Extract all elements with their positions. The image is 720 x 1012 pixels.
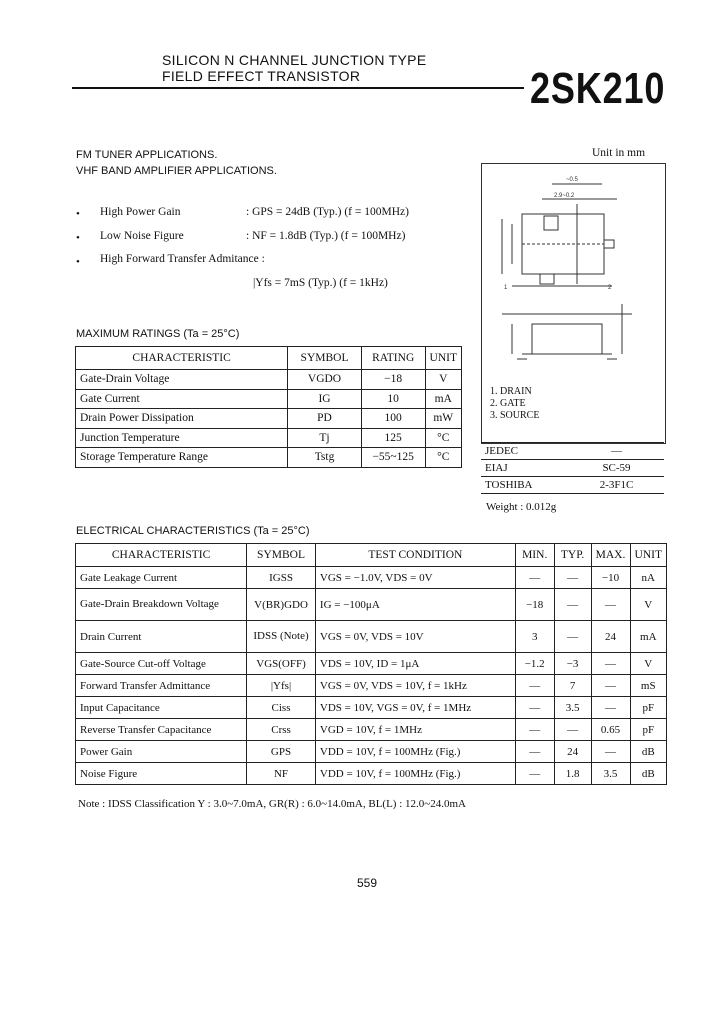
title-line-1: SILICON N CHANNEL JUNCTION TYPE	[162, 52, 427, 68]
cell-min: ―	[515, 741, 554, 763]
cell-symbol: V(BR)GDO	[247, 589, 316, 621]
cell-symbol: VGS(OFF)	[247, 653, 316, 675]
feature-value: : NF = 1.8dB (Typ.) (f = 100MHz)	[246, 230, 406, 242]
column-header: MIN.	[515, 544, 554, 567]
title-line-2: FIELD EFFECT TRANSISTOR	[162, 68, 361, 84]
cell-unit: dB	[630, 763, 666, 785]
cell-unit: mA	[425, 389, 461, 409]
cell-unit: °C	[425, 448, 461, 468]
cell-symbol: Tj	[288, 428, 362, 448]
cell-condition: VDD = 10V, f = 100MHz (Fig.)	[315, 763, 515, 785]
package-label: JEDEC	[481, 443, 569, 460]
package-weight: Weight : 0.012g	[486, 501, 557, 513]
column-header: SYMBOL	[288, 347, 362, 370]
cell-max: −10	[591, 567, 630, 589]
table-row	[76, 719, 667, 741]
column-header: CHARACTERISTIC	[76, 544, 247, 567]
cell-characteristic: Drain Current	[76, 621, 247, 653]
dimension-label: 2.9~0.2	[554, 193, 575, 199]
column-header: UNIT	[630, 544, 666, 567]
table-row	[76, 741, 667, 763]
cell-min: ―	[515, 719, 554, 741]
cell-max: ―	[591, 741, 630, 763]
cell-typ: 1.8	[554, 763, 591, 785]
cell-max: ―	[591, 653, 630, 675]
bullet-icon: •	[76, 208, 80, 220]
electrical-table	[75, 543, 667, 785]
column-header: SYMBOL	[247, 544, 316, 567]
cell-max: 3.5	[591, 763, 630, 785]
cell-symbol: PD	[288, 409, 362, 429]
cell-symbol: GPS	[247, 741, 316, 763]
cell-condition: VGS = −1.0V, VDS = 0V	[315, 567, 515, 589]
cell-typ: ―	[554, 621, 591, 653]
cell-unit: mS	[630, 675, 666, 697]
cell-max: ―	[591, 675, 630, 697]
table-row	[76, 389, 462, 409]
bullet-icon: •	[76, 256, 80, 268]
feature-name: High Power Gain	[100, 206, 181, 218]
cell-condition: VDD = 10V, f = 100MHz (Fig.)	[315, 741, 515, 763]
cell-characteristic: Storage Temperature Range	[76, 448, 288, 468]
cell-characteristic: Gate Current	[76, 389, 288, 409]
table-row	[76, 409, 462, 429]
cell-condition: VDS = 10V, ID = 1μA	[315, 653, 515, 675]
package-value: ―	[569, 443, 664, 460]
cell-unit: °C	[425, 428, 461, 448]
cell-min: −1.2	[515, 653, 554, 675]
column-header: MAX.	[591, 544, 630, 567]
cell-symbol: NF	[247, 763, 316, 785]
cell-symbol: IGSS	[247, 567, 316, 589]
cell-symbol: IDSS (Note)	[247, 621, 316, 653]
page-number: 559	[357, 876, 378, 890]
table-row	[76, 763, 667, 785]
column-header: UNIT	[425, 347, 461, 370]
dimension-label: ~0.5	[566, 177, 578, 183]
cell-typ: ―	[554, 719, 591, 741]
table-row	[76, 653, 667, 675]
cell-unit: V	[425, 370, 461, 390]
cell-min: ―	[515, 697, 554, 719]
title-rule	[72, 87, 524, 89]
cell-unit: pF	[630, 697, 666, 719]
cell-characteristic: Junction Temperature	[76, 428, 288, 448]
cell-characteristic: Gate Leakage Current	[76, 567, 247, 589]
cell-min: 3	[515, 621, 554, 653]
table-header-row	[76, 347, 462, 370]
cell-rating: 100	[361, 409, 425, 429]
cell-characteristic: Reverse Transfer Capacitance	[76, 719, 247, 741]
cell-min: −18	[515, 589, 554, 621]
pin-item: 2. GATE	[490, 398, 526, 409]
cell-condition: VGS = 0V, VDS = 10V, f = 1kHz	[315, 675, 515, 697]
package-row	[481, 443, 664, 460]
pin-number: 2	[608, 285, 612, 291]
cell-max: ―	[591, 589, 630, 621]
cell-condition: VDS = 10V, VGS = 0V, f = 1MHz	[315, 697, 515, 719]
bullet-icon: •	[76, 232, 80, 244]
cell-condition: IG = −100μA	[315, 589, 515, 621]
cell-typ: ―	[554, 589, 591, 621]
cell-max: 0.65	[591, 719, 630, 741]
cell-symbol: Ciss	[247, 697, 316, 719]
cell-characteristic: Gate-Source Cut-off Voltage	[76, 653, 247, 675]
table-header-row	[76, 544, 667, 567]
cell-unit: mA	[630, 621, 666, 653]
cell-symbol: Tstg	[288, 448, 362, 468]
cell-min: ―	[515, 567, 554, 589]
package-label: EIAJ	[481, 460, 569, 477]
cell-condition: VGS = 0V, VDS = 10V	[315, 621, 515, 653]
cell-unit: mW	[425, 409, 461, 429]
cell-condition: VGD = 10V, f = 1MHz	[315, 719, 515, 741]
cell-characteristic: Gate-Drain Breakdown Voltage	[76, 589, 247, 621]
column-header: TYP.	[554, 544, 591, 567]
cell-min: ―	[515, 675, 554, 697]
table-row	[76, 675, 667, 697]
cell-characteristic: Input Capacitance	[76, 697, 247, 719]
pin-number: 1	[504, 285, 508, 291]
pin-item: 1. DRAIN	[490, 386, 532, 397]
cell-unit: V	[630, 653, 666, 675]
cell-characteristic: Gate-Drain Voltage	[76, 370, 288, 390]
feature-value: |Yfs = 7mS (Typ.) (f = 1kHz)	[253, 277, 388, 289]
cell-rating: −18	[361, 370, 425, 390]
cell-rating: 125	[361, 428, 425, 448]
max-ratings-title: MAXIMUM RATINGS (Ta = 25°C)	[76, 328, 240, 340]
table-row	[76, 697, 667, 719]
cell-typ: 7	[554, 675, 591, 697]
cell-characteristic: Forward Transfer Admittance	[76, 675, 247, 697]
cell-typ: ―	[554, 567, 591, 589]
cell-symbol: |Yfs|	[247, 675, 316, 697]
table-row	[76, 448, 462, 468]
package-table	[481, 442, 664, 494]
cell-characteristic: Noise Figure	[76, 763, 247, 785]
cell-characteristic: Drain Power Dissipation	[76, 409, 288, 429]
table-row	[76, 567, 667, 589]
cell-unit: pF	[630, 719, 666, 741]
cell-typ: 3.5	[554, 697, 591, 719]
cell-unit: dB	[630, 741, 666, 763]
package-outline-box	[481, 163, 666, 444]
cell-typ: −3	[554, 653, 591, 675]
cell-unit: nA	[630, 567, 666, 589]
feature-name: High Forward Transfer Admitance :	[100, 253, 265, 265]
column-header: TEST CONDITION	[315, 544, 515, 567]
cell-rating: −55~125	[361, 448, 425, 468]
package-value: 2-3F1C	[569, 477, 664, 494]
pin-list	[490, 386, 539, 422]
unit-label: Unit in mm	[592, 147, 646, 159]
column-header: RATING	[361, 347, 425, 370]
package-label: TOSHIBA	[481, 477, 569, 494]
electrical-title: ELECTRICAL CHARACTERISTICS (Ta = 25°C)	[76, 525, 310, 537]
table-row	[76, 370, 462, 390]
column-header: CHARACTERISTIC	[76, 347, 288, 370]
table-row	[76, 621, 667, 653]
cell-max: ―	[591, 697, 630, 719]
package-value: SC-59	[569, 460, 664, 477]
package-row	[481, 477, 664, 494]
max-ratings-table	[75, 346, 462, 468]
feature-value: : GPS = 24dB (Typ.) (f = 100MHz)	[246, 206, 409, 218]
cell-characteristic: Power Gain	[76, 741, 247, 763]
cell-symbol: Crss	[247, 719, 316, 741]
feature-name: Low Noise Figure	[100, 230, 184, 242]
application-2: VHF BAND AMPLIFIER APPLICATIONS.	[76, 165, 277, 177]
table-row	[76, 428, 462, 448]
cell-max: 24	[591, 621, 630, 653]
package-row	[481, 460, 664, 477]
cell-symbol: VGDO	[288, 370, 362, 390]
part-number: 2SK210	[530, 64, 666, 113]
table-row	[76, 589, 667, 621]
cell-symbol: IG	[288, 389, 362, 409]
cell-min: ―	[515, 763, 554, 785]
cell-rating: 10	[361, 389, 425, 409]
classification-note: Note : IDSS Classification Y : 3.0~7.0mA, GR(R) : 6.0~14.0mA, BL(L) : 12.0~24.0mA	[78, 798, 466, 810]
application-1: FM TUNER APPLICATIONS.	[76, 149, 218, 161]
cell-typ: 24	[554, 741, 591, 763]
cell-unit: V	[630, 589, 666, 621]
pin-item: 3. SOURCE	[490, 410, 540, 421]
